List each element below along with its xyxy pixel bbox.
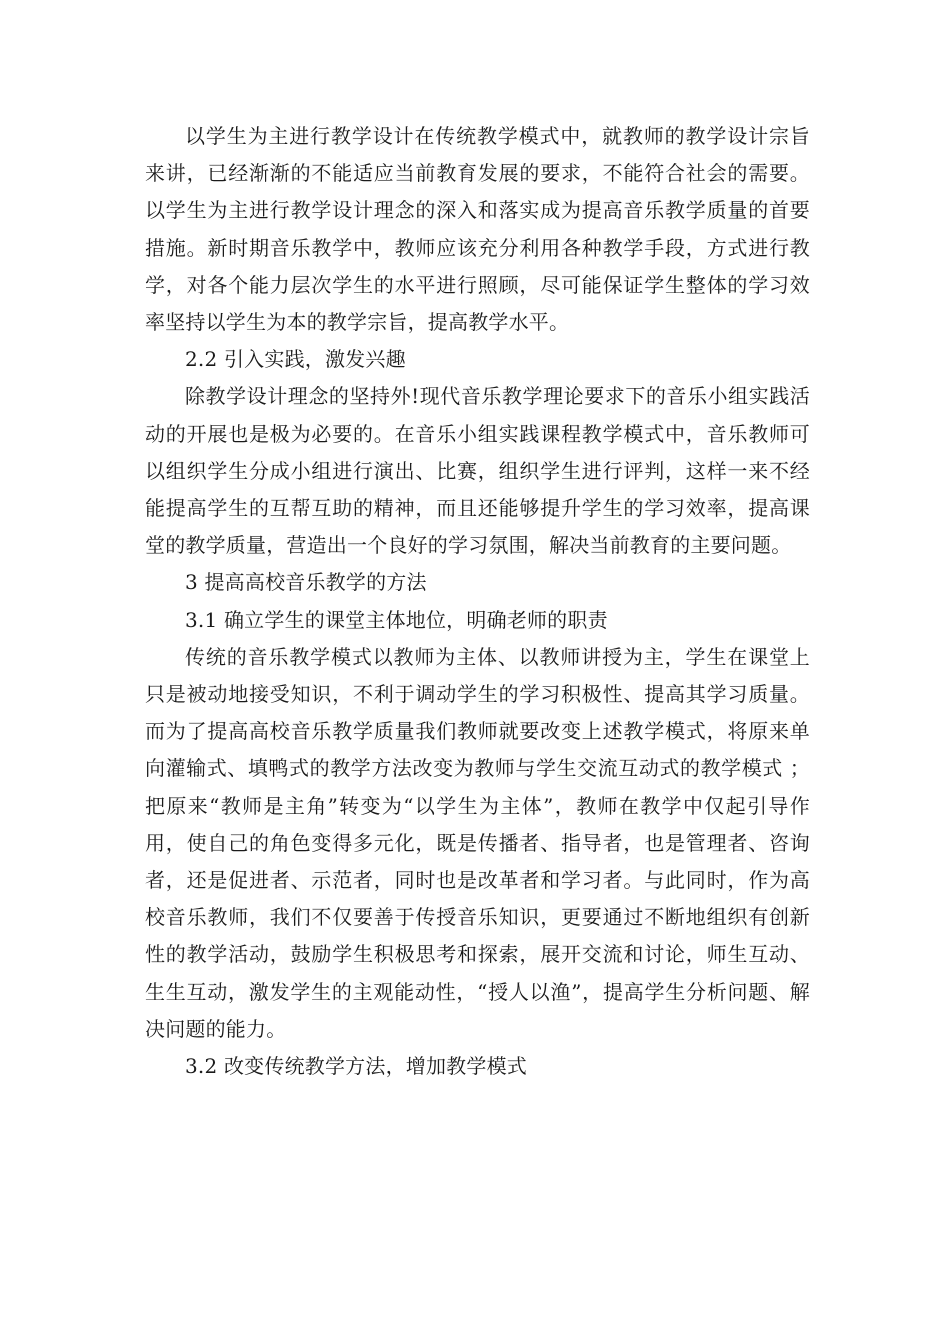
paragraph-group-practice: 除教学设计理念的坚持外!现代音乐教学理论要求下的音乐小组实践活动的开展也是极为必要的。在音乐小组实践课程教学模式中，音乐教师可以组织学生分成小组进行演出、比赛，组织学生进行评判，这样一来不经能提高学生的互帮互助的精神，而且还能够提升学生的学习效率，提高课堂的教学质量，营造出一个良好的学习氛围，解决当前教育的主要问题。 [145, 384, 810, 558]
section-heading-3-2: 3.2 改变传统教学方法，增加教学模式 [185, 1054, 527, 1079]
section-heading-3-1: 3.1 确立学生的课堂主体地位，明确老师的职责 [185, 607, 608, 632]
paragraph-student-centered-design: 以学生为主进行教学设计在传统教学模式中，就教师的教学设计宗旨来讲，已经渐渐的不能适应当前教育发展的要求，不能符合社会的需要。以学生为主进行教学设计理念的深入和落实成为提高音乐教学质量的首要措施。新时期音乐教学中，教师应该充分利用各种教学手段，方式进行教学，对各个能力层次学生的水平进行照顾，尽可能保证学生整体的学习效率坚持以学生为本的教学宗旨，提高教学水平。 [145, 124, 810, 335]
section-heading-2-2: 2.2 引入实践，激发兴趣 [185, 347, 406, 372]
document-body [145, 118, 810, 1085]
paragraph-student-subject-role: 传统的音乐教学模式以教师为主体、以教师讲授为主，学生在课堂上只是被动地接受知识，不利于调动学生的学习积极性、提高其学习质量。而为了提高高校音乐教学质量我们教师就要改变上述教学模式，将原来单向灌输式、填鸭式的教学方法改变为教师与学生交流互动式的教学模式 ；把原来“教师是主角”转变为“以学生为主体”，教师在教学中仅起引导作用，使自己的角色变得多元化，既是传播者、指导者，也是管理者、咨询者，还是促进者、示范者，同时也是改革者和学习者。与此同时，作为高校音乐教师，我们不仅要善于传授音乐知识，更要通过不断地组织有创新性的教学活动，鼓励学生积极思考和探索，展开交流和讨论，师生互动、生生互动，激发学生的主观能动性，“授人以渔”，提高学生分析问题、解决问题的能力。 [145, 644, 810, 1041]
section-heading-3: 3 提高高校音乐教学的方法 [185, 570, 427, 595]
